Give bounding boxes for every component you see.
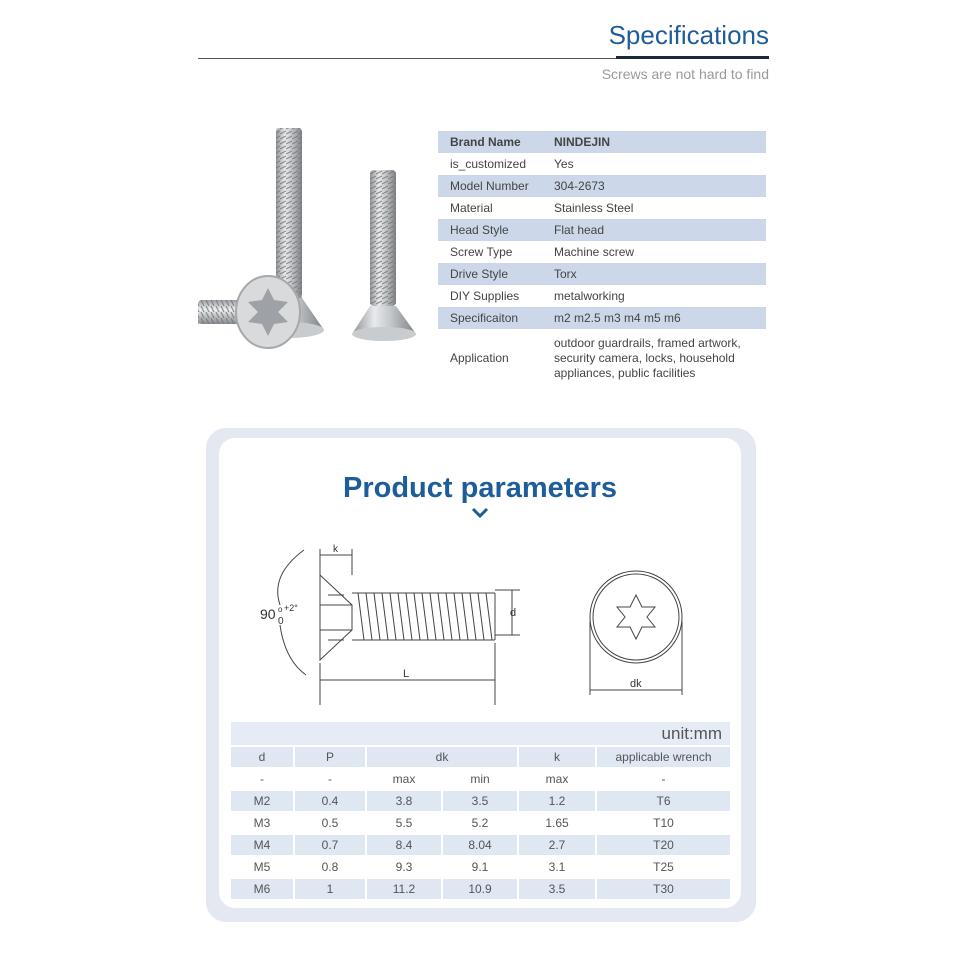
spec-value: NINDEJIN xyxy=(554,131,766,153)
spec-value: Stainless Steel xyxy=(554,201,634,215)
table-row xyxy=(231,879,730,899)
spec-label: Head Style xyxy=(438,219,554,241)
dim-angle-label: 90 xyxy=(260,606,276,622)
table-cell: M4 xyxy=(231,835,293,855)
dim-dk-label: dk xyxy=(630,678,642,690)
table-subheader-cell: min xyxy=(443,769,517,789)
table-header-cell: applicable wrench xyxy=(597,747,730,767)
spec-row xyxy=(438,153,766,175)
spec-value: Yes xyxy=(554,157,574,171)
table-row xyxy=(231,835,730,855)
application-line: outdoor guardrails, framed artwork, xyxy=(554,335,741,350)
table-cell: 1.2 xyxy=(519,791,595,811)
table-cell: T10 xyxy=(597,813,730,833)
dim-angle-tol-bottom: 0 xyxy=(278,616,284,627)
table-cell: 8.04 xyxy=(443,835,517,855)
chevron-down-icon xyxy=(470,505,490,521)
spec-row xyxy=(438,197,766,219)
dim-k-label: k xyxy=(333,544,338,555)
table-cell: 3.5 xyxy=(519,879,595,899)
spec-row xyxy=(438,285,766,307)
spec-row xyxy=(438,175,766,197)
table-cell: 0.5 xyxy=(295,813,365,833)
table-subheader-cell: max xyxy=(367,769,441,789)
table-cell: T6 xyxy=(597,791,730,811)
table-cell: 11.2 xyxy=(367,879,441,899)
table-subheader-cell: - xyxy=(597,769,730,789)
spec-value: metalworking xyxy=(554,289,625,303)
spec-value: m2 m2.5 m3 m4 m5 m6 xyxy=(554,307,766,329)
table-cell: 3.8 xyxy=(367,791,441,811)
spec-value: Machine screw xyxy=(554,245,635,259)
table-cell: 5.2 xyxy=(443,813,517,833)
screw-technical-drawing xyxy=(240,535,720,705)
table-cell: 0.8 xyxy=(295,857,365,877)
table-cell: T20 xyxy=(597,835,730,855)
table-header-row xyxy=(231,747,730,767)
table-cell: 3.1 xyxy=(519,857,595,877)
table-row xyxy=(231,813,730,833)
spec-row xyxy=(438,219,766,241)
table-subheader-cell: - xyxy=(295,769,365,789)
spec-value-multiline xyxy=(554,329,766,387)
table-header-cell: dk xyxy=(367,747,517,767)
table-cell: 1 xyxy=(295,879,365,899)
spec-label: is_customized xyxy=(450,157,527,171)
specifications-table xyxy=(438,131,766,387)
parameters-title: Product parameters xyxy=(343,472,617,504)
table-cell: 3.5 xyxy=(443,791,517,811)
screw-product-photo xyxy=(190,120,430,355)
table-row xyxy=(231,791,730,811)
table-cell: 5.5 xyxy=(367,813,441,833)
spec-value: 304-2673 xyxy=(554,175,766,197)
table-header-cell: d xyxy=(231,747,293,767)
spec-row xyxy=(438,241,766,263)
table-cell: 1.65 xyxy=(519,813,595,833)
spec-value: Torx xyxy=(554,263,766,285)
spec-label: Brand Name xyxy=(438,131,554,153)
parameters-table xyxy=(229,745,732,901)
spec-label: Model Number xyxy=(438,175,554,197)
table-cell: 0.7 xyxy=(295,835,365,855)
table-cell: T30 xyxy=(597,879,730,899)
unit-label: unit:mm xyxy=(661,724,722,743)
table-header-cell: P xyxy=(295,747,365,767)
table-cell: M2 xyxy=(231,791,293,811)
spec-row xyxy=(438,131,766,153)
spec-row xyxy=(438,307,766,329)
table-cell: T25 xyxy=(597,857,730,877)
spec-label: Material xyxy=(450,201,493,215)
table-subheader-cell: max xyxy=(519,769,595,789)
table-cell: 10.9 xyxy=(443,879,517,899)
table-subheader-cell: - xyxy=(231,769,293,789)
spec-value: Flat head xyxy=(554,219,766,241)
spec-label: DIY Supplies xyxy=(450,289,520,303)
table-cell: 9.1 xyxy=(443,857,517,877)
spec-label: Screw Type xyxy=(450,245,513,259)
table-cell: 9.3 xyxy=(367,857,441,877)
table-subheader-row xyxy=(231,769,730,789)
table-cell: 8.4 xyxy=(367,835,441,855)
spec-label: Specificaiton xyxy=(438,307,554,329)
spec-label: Application xyxy=(450,351,509,365)
table-cell: 2.7 xyxy=(519,835,595,855)
specifications-title: Specifications xyxy=(608,20,769,50)
specifications-subtitle: Screws are not hard to find xyxy=(601,66,769,82)
spec-row xyxy=(438,263,766,285)
header-accent-bar xyxy=(616,56,769,59)
dim-l-label: L xyxy=(403,668,410,680)
dim-angle-tol-top: +2° xyxy=(284,603,298,613)
table-cell: M5 xyxy=(231,857,293,877)
spec-label: Drive Style xyxy=(438,263,554,285)
table-cell: M6 xyxy=(231,879,293,899)
table-cell: M3 xyxy=(231,813,293,833)
application-line: security camera, locks, household xyxy=(554,350,735,365)
dim-d-label: d xyxy=(510,607,517,619)
table-row xyxy=(231,857,730,877)
spec-row xyxy=(438,329,766,387)
table-cell: 0.4 xyxy=(295,791,365,811)
application-line: appliances, public facilities xyxy=(554,365,696,380)
dim-angle-tol-sup: o xyxy=(278,605,283,614)
unit-bar xyxy=(231,722,730,745)
table-header-cell: k xyxy=(519,747,595,767)
